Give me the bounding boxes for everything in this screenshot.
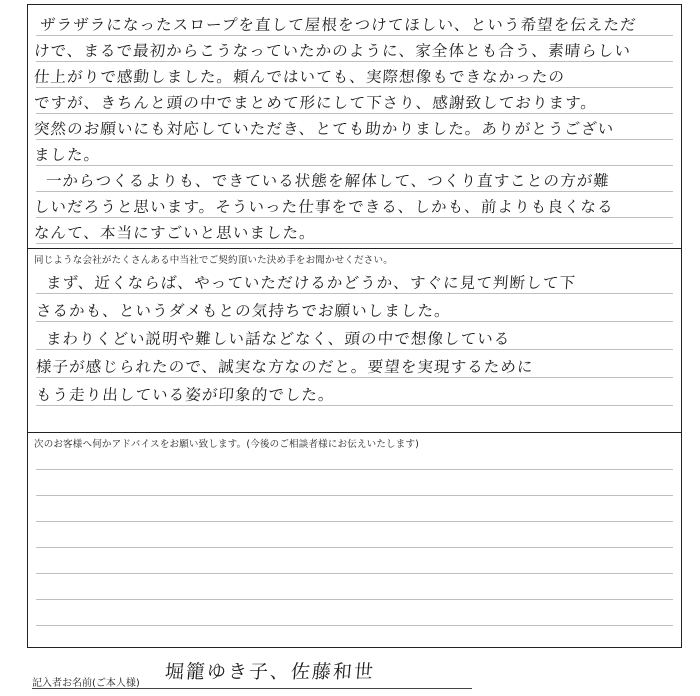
ruled-line — [36, 377, 673, 378]
ruled-line — [36, 165, 673, 166]
ruled-line — [36, 599, 673, 600]
handwritten-line: 様子が感じられたので、誠実な方なのだと。要望を実現するために — [35, 358, 535, 376]
handwritten-line: もう走り出している姿が印象的でした。 — [35, 386, 336, 404]
testimonial-form — [27, 4, 682, 648]
handwritten-line: 突然のお願いにも対応していただき、とても助かりました。ありがとうござい — [33, 120, 615, 138]
handwritten-line: 仕上がりで感動しました。頼んではいても、実際想像もできなかったの — [33, 68, 566, 86]
ruled-line — [36, 35, 673, 36]
signature-line — [32, 688, 472, 689]
writer-signature: 堀籠ゆき子、佐藤和世 — [163, 661, 376, 683]
ruled-line — [36, 349, 673, 350]
ruled-line — [36, 547, 673, 548]
ruled-line — [36, 113, 673, 114]
handwritten-line: ですが、きちんと頭の中でまとめて形にして下さり、感謝致しております。 — [33, 94, 598, 112]
handwritten-line: なんて、本当にすごいと思いました。 — [33, 224, 317, 242]
handwritten-line: さるかも、というダメもとの気持ちでお願いしました。 — [35, 302, 452, 320]
handwritten-line: ました。 — [33, 146, 101, 164]
ruled-line — [36, 321, 673, 322]
writer-name-label: 記入者お名前(ご本人様) — [32, 678, 140, 689]
ruled-line — [36, 243, 673, 244]
ruled-line — [36, 87, 673, 88]
ruled-line — [36, 191, 673, 192]
ruled-line — [36, 573, 673, 574]
handwritten-line: けで、まるで最初からこうなっていたかのように、家全体とも合う、素晴らしい — [33, 42, 632, 60]
ruled-line — [36, 495, 673, 496]
handwritten-line: まわりくどい説明や難しい話などなく、頭の中で想像している — [45, 330, 512, 348]
ruled-line — [36, 405, 673, 406]
handwritten-line: ザラザラになったスロープを直して屋根をつけてほしい、という希望を伝えただ — [39, 16, 638, 34]
deciding-factor-section — [28, 249, 681, 433]
ruled-line — [36, 293, 673, 294]
handwritten-line: しいだろうと思います。そういった仕事をできる、しかも、前よりも良くなる — [33, 198, 615, 216]
handwritten-line: まず、近くならば、やっていただけるかどうか、すぐに見て判断して下 — [45, 274, 577, 292]
impression-section — [28, 5, 681, 249]
ruled-line — [36, 217, 673, 218]
handwritten-line: 一からつくるよりも、できている状態を解体して、つくり直すことの方が難 — [45, 172, 611, 190]
section-prompt: 次のお客様へ何かアドバイスをお願い致します。(今後のご相談者様にお伝えいたします) — [34, 439, 420, 450]
section-prompt: 同じような会社がたくさんある中当社でご契約頂いた決め手をお聞かせください。 — [34, 255, 393, 266]
ruled-line — [36, 139, 673, 140]
ruled-line — [36, 61, 673, 62]
ruled-line — [36, 625, 673, 626]
advice-section — [28, 433, 681, 647]
ruled-line — [36, 469, 673, 470]
ruled-line — [36, 521, 673, 522]
